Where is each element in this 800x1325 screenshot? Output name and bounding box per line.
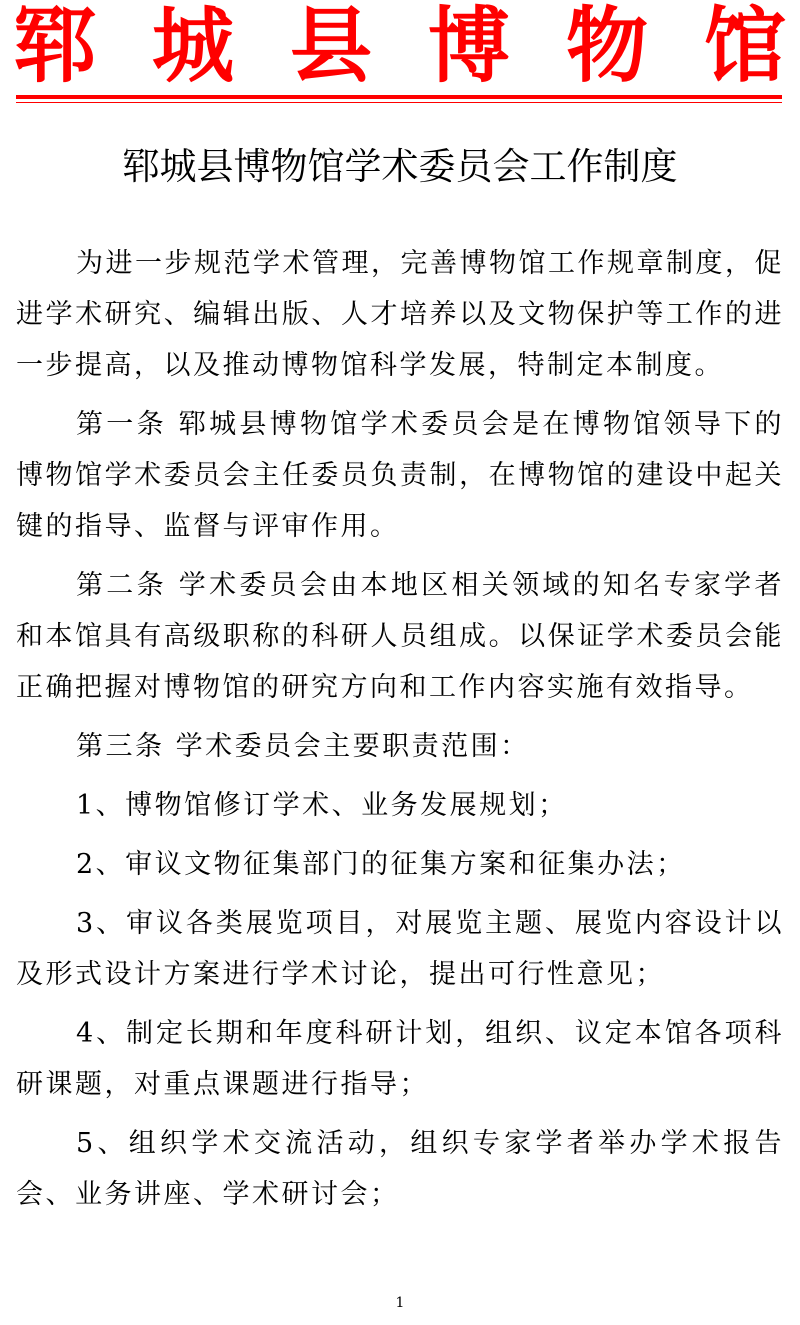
- letterhead-char: 馆: [703, 0, 786, 94]
- letterhead-char: 城: [151, 0, 234, 94]
- document-title: 郓城县博物馆学术委员会工作制度: [122, 145, 678, 188]
- paragraph-article-2: 第二条 学术委员会由本地区相关领域的知名专家学者和本馆具有高级职称的科研人员组成。以保证学术委员会能正确把握对博物馆的研究方向和工作内容实施有效指导。: [16, 570, 784, 703]
- list-item-duty-5: 5、组织学术交流活动，组织专家学者举办学术报告会、业务讲座、学术研讨会；: [16, 1128, 784, 1210]
- letterhead-char: 郓: [14, 0, 97, 94]
- list-item-duty-4: 4、制定长期和年度科研计划，组织、议定本馆各项科研课题，对重点课题进行指导；: [16, 1018, 784, 1100]
- list-item-duty-2: 2、审议文物征集部门的征集方案和征集办法；: [76, 849, 686, 880]
- letterhead-char: 博: [427, 0, 510, 94]
- letterhead-char: 物: [565, 0, 648, 94]
- paragraph-article-3: 第三条 学术委员会主要职责范围：: [76, 731, 530, 762]
- list-item-duty-1: 1、博物馆修订学术、业务发展规划；: [76, 790, 568, 821]
- page-number: 1: [395, 1295, 405, 1311]
- letterhead-rule-thick: [16, 95, 782, 99]
- letterhead-char: 县: [289, 0, 372, 94]
- paragraph-article-1: 第一条 郓城县博物馆学术委员会是在博物馆领导下的博物馆学术委员会主任委员负责制，在博物馆的建设中起关键的指导、监督与评审作用。: [16, 409, 784, 542]
- paragraph-preamble: 为进一步规范学术管理，完善博物馆工作规章制度，促进学术研究、编辑出版、人才培养以及文物保护等工作的进一步提高，以及推动博物馆科学发展，特制定本制度。: [16, 248, 784, 381]
- list-item-duty-3: 3、审议各类展览项目，对展览主题、展览内容设计以及形式设计方案进行学术讨论，提出可行性意见；: [16, 908, 784, 990]
- document-body: [16, 238, 784, 1228]
- letterhead-museum-name: [14, 0, 786, 92]
- letterhead-rule-thin: [16, 102, 782, 103]
